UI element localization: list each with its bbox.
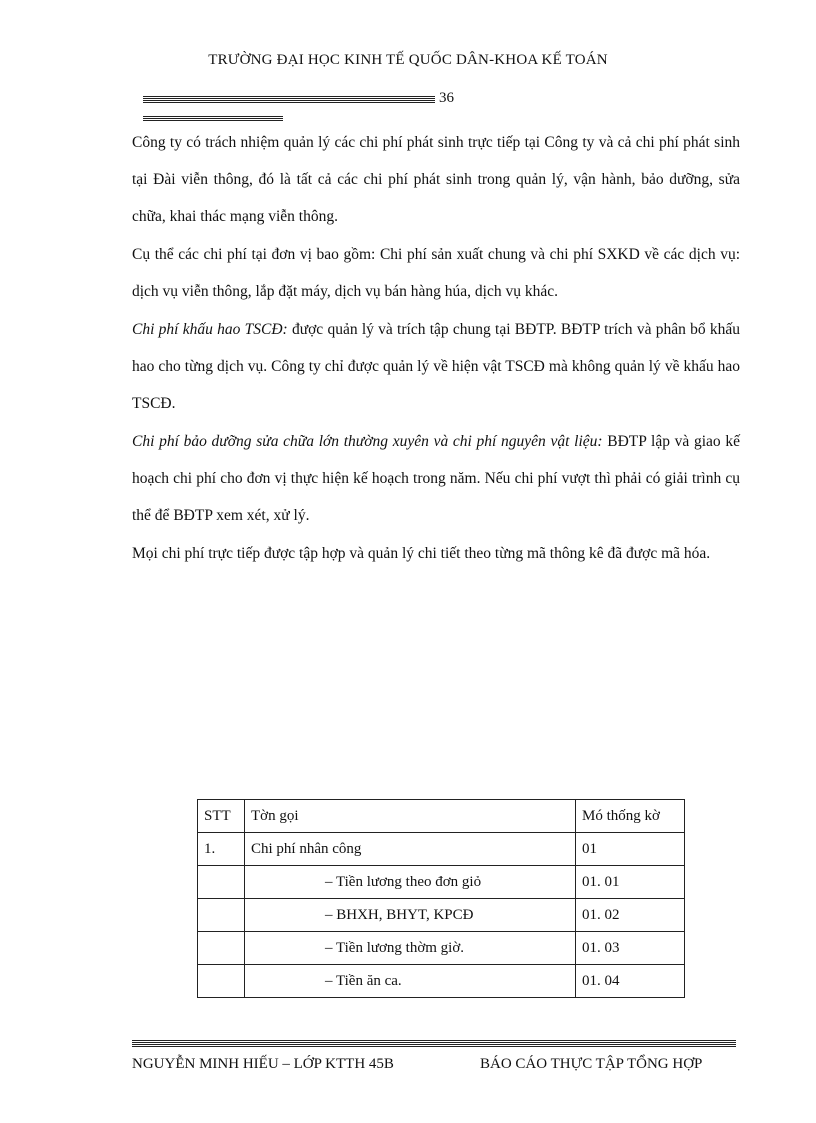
paragraph-5: Mọi chi phí trực tiếp được tập hợp và quản lý chi tiết theo từng mã thông kê đã được mã hóa.	[132, 545, 711, 562]
paragraph-4	[132, 423, 740, 534]
table-row	[198, 932, 685, 965]
paragraph-4-heading: Chi phí bảo dưỡng sửa chữa lớn thường xuyên và chi phí nguyên vật liệu:	[132, 433, 603, 450]
header-name: Tờn gọi	[245, 800, 576, 833]
page-header-title: TRƯỜNG ĐẠI HỌC KINH TẾ QUỐC DÂN-KHOA KẾ TOÁN	[208, 52, 608, 68]
row-stt: 1.	[198, 833, 245, 866]
row-name: – Tiền lương thờm giờ.	[245, 932, 576, 965]
row-stt	[198, 899, 245, 932]
header-rule	[143, 96, 435, 104]
footer-report-title: BÁO CÁO THỰC TẬP TỔNG HỢP	[480, 1056, 703, 1072]
row-stt	[198, 965, 245, 998]
row-stt	[198, 932, 245, 965]
header-rule-short	[143, 116, 283, 122]
cost-code-table	[197, 799, 685, 998]
page-number: 36	[439, 90, 454, 106]
table-row	[198, 833, 685, 866]
row-name: – BHXH, BHYT, KPCĐ	[245, 899, 576, 932]
paragraph-2: Cụ thể các chi phí tại đơn vị bao gồm: Chi phí sản xuất chung và chi phí SXKD về các dịch vụ: dịch vụ viễn thông, lắp đặt máy, dịch vụ bán hàng húa, dịch vụ khác.	[132, 246, 740, 300]
footer-rule	[132, 1040, 736, 1048]
header-code: Mó thống kờ	[576, 800, 685, 833]
paragraph-1: Công ty có trách nhiệm quản lý các chi phí phát sinh trực tiếp tại Công ty và cả chi phí phát sinh tại Đài viễn thông, đó là tất cả các chi phí phát sinh trong quản lý, vận hành, bảo dưỡng, sửa chữa, khai thác mạng viễn thông.	[132, 134, 740, 225]
table-row	[198, 866, 685, 899]
row-code: 01. 03	[576, 932, 685, 965]
paragraph-3-heading: Chi phí khấu hao TSCĐ:	[132, 321, 288, 338]
table-header-row	[198, 800, 685, 833]
row-code: 01. 01	[576, 866, 685, 899]
row-name: – Tiền lương theo đơn giỏ	[245, 866, 576, 899]
row-stt	[198, 866, 245, 899]
row-name: – Tiền ăn ca.	[245, 965, 576, 998]
page-number-row	[143, 90, 473, 110]
row-name: Chi phí nhân công	[245, 833, 576, 866]
footer-author: NGUYỄN MINH HIẾU – LỚP KTTH 45B	[132, 1056, 394, 1072]
table-row	[198, 965, 685, 998]
paragraph-3-text: được quản lý và trích tập chung tại BĐTP. BĐTP trích và phân bổ khấu hao cho từng dịch vụ. Công ty chỉ được quản lý về hiện vật TSCĐ mà không quản lý về khấu hao TSCĐ.	[132, 321, 740, 412]
row-code: 01. 04	[576, 965, 685, 998]
paragraph-3	[132, 311, 740, 422]
body-text	[132, 124, 740, 573]
table-row	[198, 899, 685, 932]
row-code: 01. 02	[576, 899, 685, 932]
header-stt: STT	[198, 800, 245, 833]
row-code: 01	[576, 833, 685, 866]
paragraph-4-text: BĐTP lập và giao kế hoạch chi phí cho đơn vị thực hiện kế hoạch trong năm. Nếu chi phí vượt thì phải có giải trình cụ thể để BĐTP xem xét, xử lý.	[132, 433, 741, 524]
